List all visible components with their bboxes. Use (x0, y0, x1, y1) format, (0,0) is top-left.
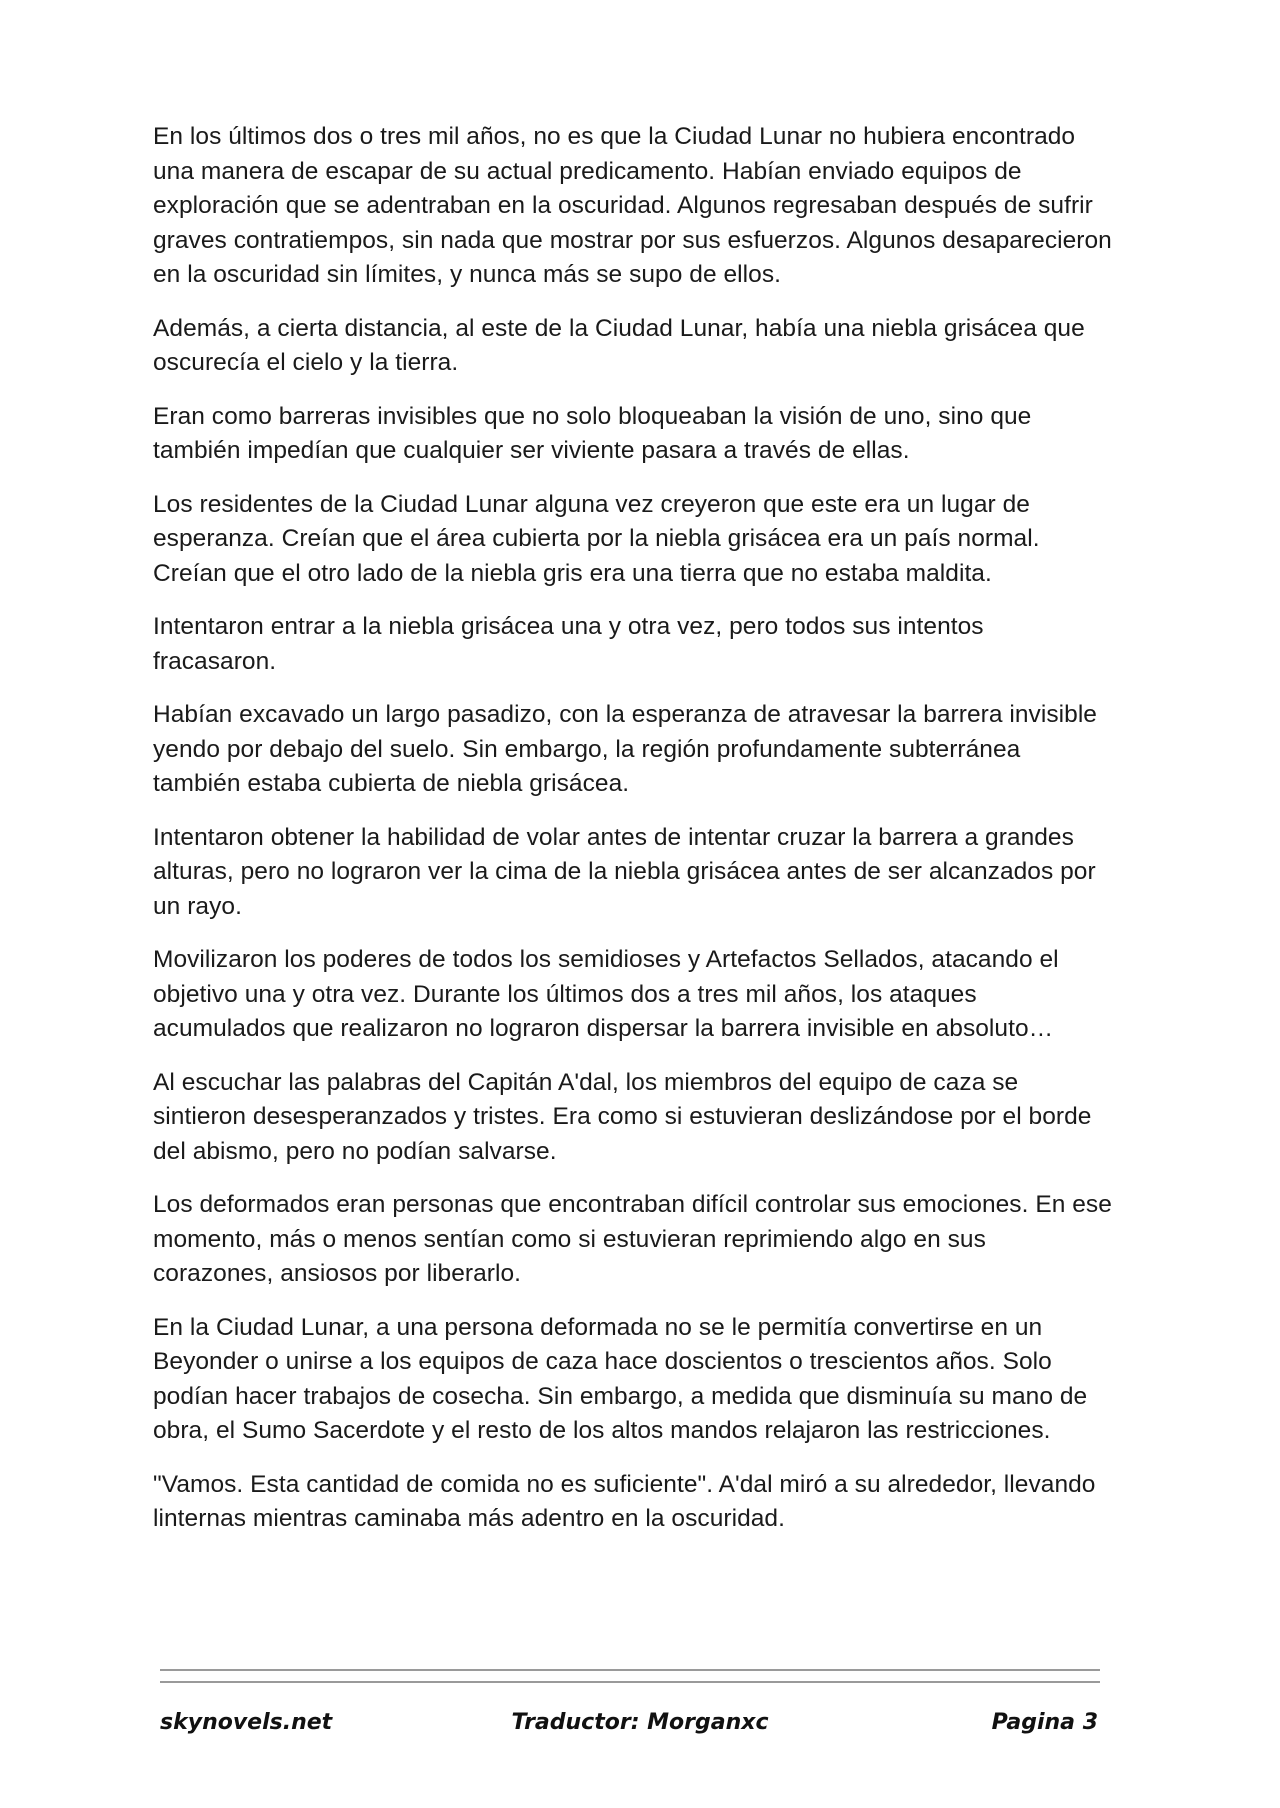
body-text (153, 120, 1113, 1556)
paragraph: Además, a cierta distancia, al este de la Ciudad Lunar, había una niebla grisácea que oscurecía el cielo y la tierra. (153, 314, 1085, 376)
paragraph: Los deformados eran personas que encontraban difícil controlar sus emociones. En ese momento, más o menos sentían como si estuvieran reprimiendo algo en sus corazones, ansiosos por liberarlo. (153, 1191, 1112, 1287)
footer-divider-top (160, 1669, 1100, 1671)
paragraph: En los últimos dos o tres mil años, no es que la Ciudad Lunar no hubiera encontrado una manera de escapar de su actual predicamento. Habían enviado equipos de exploración que se adentraban en la oscuridad. Algunos regresaban después de sufrir graves contratiempos, sin nada que mostrar por sus esfuerzos. Algunos desaparecieron en la oscuridad sin límites, y nunca más se supo de ellos. (153, 123, 1112, 288)
footer-page-number: Pagina 3 (991, 1710, 1098, 1735)
paragraph: Intentaron entrar a la niebla grisácea una y otra vez, pero todos sus intentos fracasaron. (153, 613, 984, 675)
paragraph: Habían excavado un largo pasadizo, con la esperanza de atravesar la barrera invisible yendo por debajo del suelo. Sin embargo, la región profundamente subterránea también estaba cubierta de niebla grisácea. (153, 701, 1097, 797)
paragraph: Intentaron obtener la habilidad de volar antes de intentar cruzar la barrera a grandes alturas, pero no lograron ver la cima de la niebla grisácea antes de ser alcanzados por un rayo. (153, 823, 1096, 920)
footer-divider-bottom (160, 1681, 1100, 1683)
footer-translator: Traductor: Morganxc (511, 1710, 769, 1735)
paragraph: Movilizaron los poderes de todos los semidioses y Artefactos Sellados, atacando el objetivo una y otra vez. Durante los últimos dos a tres mil años, los ataques acumulados que realizaron no lograron dispersar la barrera invisible en absoluto… (153, 946, 1059, 1042)
paragraph: "Vamos. Esta cantidad de comida no es suficiente". A'dal miró a su alrededor, llevando linternas mientras caminaba más adentro en la oscuridad. (153, 1470, 1096, 1532)
paragraph: En la Ciudad Lunar, a una persona deformada no se le permitía convertirse en un Beyonder o unirse a los equipos de caza hace doscientos o trescientos años. Solo podían hacer trabajos de cosecha. Sin embargo, a medida que disminuía su mano de obra, el Sumo Sacerdote y el resto de los altos mandos relajaron las restricciones. (153, 1313, 1088, 1444)
paragraph: Al escuchar las palabras del Capitán A'dal, los miembros del equipo de caza se sintieron desesperanzados y tristes. Era como si estuvieran deslizándose por el borde del abismo, pero no podían salvarse. (153, 1068, 1092, 1165)
footer-site: skynovels.net (160, 1710, 333, 1735)
paragraph: Los residentes de la Ciudad Lunar alguna vez creyeron que este era un lugar de esperanza. Creían que el área cubierta por la niebla grisácea era un país normal. Creían que el otro lado de la niebla gris era una tierra que no estaba maldita. (153, 490, 1040, 587)
paragraph: Eran como barreras invisibles que no solo bloqueaban la visión de uno, sino que también impedían que cualquier ser viviente pasara a través de ellas. (153, 402, 1032, 464)
